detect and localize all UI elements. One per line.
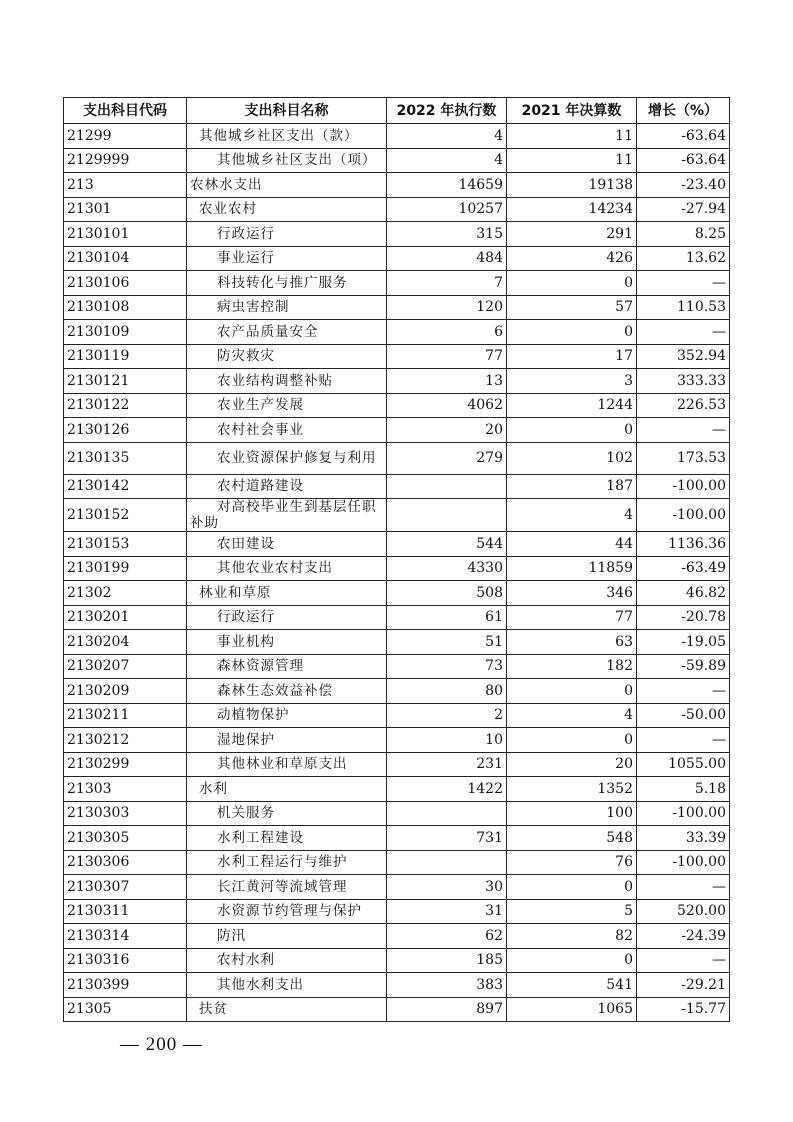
cell-name: 事业运行 xyxy=(187,246,387,271)
cell-2022: 10257 xyxy=(387,197,507,222)
header-2021: 2021 年决算数 xyxy=(507,98,637,124)
cell-2022: 120 xyxy=(387,295,507,320)
cell-code: 2130126 xyxy=(64,418,187,443)
cell-name: 事业机构 xyxy=(187,630,387,655)
cell-growth: 8.25 xyxy=(637,222,730,247)
cell-2022: 508 xyxy=(387,581,507,606)
table-row xyxy=(64,173,730,198)
table-row xyxy=(64,752,730,777)
table-row xyxy=(64,605,730,630)
cell-code: 2130299 xyxy=(64,752,187,777)
cell-name: 病虫害控制 xyxy=(187,295,387,320)
cell-name: 农业资源保护修复与利用 xyxy=(187,442,387,474)
cell-name: 农业结构调整补贴 xyxy=(187,369,387,394)
cell-growth: 110.53 xyxy=(637,295,730,320)
cell-2021: 11 xyxy=(507,124,637,149)
cell-growth: -19.05 xyxy=(637,630,730,655)
cell-name: 水利 xyxy=(187,777,387,802)
cell-2021: 5 xyxy=(507,899,637,924)
cell-name: 农田建设 xyxy=(187,532,387,557)
cell-2021: 187 xyxy=(507,474,637,499)
cell-code: 21302 xyxy=(64,581,187,606)
table-row xyxy=(64,532,730,557)
cell-code: 2130306 xyxy=(64,850,187,875)
cell-growth: 226.53 xyxy=(637,393,730,418)
cell-name: 其他城乡社区支出（项） xyxy=(187,148,387,173)
cell-2022 xyxy=(387,474,507,499)
cell-2022: 544 xyxy=(387,532,507,557)
cell-code: 2130121 xyxy=(64,369,187,394)
cell-2021: 346 xyxy=(507,581,637,606)
table-row xyxy=(64,703,730,728)
cell-growth: -100.00 xyxy=(637,499,730,532)
page-number: — 200 — xyxy=(120,1034,203,1055)
table-row xyxy=(64,899,730,924)
cell-growth: -63.64 xyxy=(637,124,730,149)
cell-growth: 333.33 xyxy=(637,369,730,394)
cell-name: 林业和草原 xyxy=(187,581,387,606)
table-row xyxy=(64,271,730,296)
table-row xyxy=(64,728,730,753)
cell-growth: — xyxy=(637,418,730,443)
cell-2021: 1244 xyxy=(507,393,637,418)
cell-2021: 291 xyxy=(507,222,637,247)
cell-2022: 77 xyxy=(387,344,507,369)
cell-growth: 13.62 xyxy=(637,246,730,271)
cell-2022 xyxy=(387,850,507,875)
cell-2021: 3 xyxy=(507,369,637,394)
cell-growth: -100.00 xyxy=(637,850,730,875)
table-row xyxy=(64,679,730,704)
cell-2021: 77 xyxy=(507,605,637,630)
cell-name: 其他水利支出 xyxy=(187,973,387,998)
table-row xyxy=(64,197,730,222)
cell-2022: 4 xyxy=(387,124,507,149)
cell-growth: 5.18 xyxy=(637,777,730,802)
cell-2021: 17 xyxy=(507,344,637,369)
cell-name: 水利工程建设 xyxy=(187,826,387,851)
cell-code: 213 xyxy=(64,173,187,198)
cell-growth: -63.49 xyxy=(637,556,730,581)
table-row xyxy=(64,369,730,394)
cell-name: 森林资源管理 xyxy=(187,654,387,679)
cell-code: 2130207 xyxy=(64,654,187,679)
cell-growth: -100.00 xyxy=(637,801,730,826)
cell-name: 长江黄河等流域管理 xyxy=(187,875,387,900)
cell-code: 2130109 xyxy=(64,320,187,345)
cell-growth: -29.21 xyxy=(637,973,730,998)
cell-name: 农村道路建设 xyxy=(187,474,387,499)
cell-name: 动植物保护 xyxy=(187,703,387,728)
cell-2022: 61 xyxy=(387,605,507,630)
cell-2021: 0 xyxy=(507,679,637,704)
cell-2021: 0 xyxy=(507,271,637,296)
cell-2021: 0 xyxy=(507,728,637,753)
cell-code: 2130314 xyxy=(64,924,187,949)
cell-2022 xyxy=(387,499,507,532)
cell-growth: 1055.00 xyxy=(637,752,730,777)
cell-growth: 173.53 xyxy=(637,442,730,474)
table-row xyxy=(64,393,730,418)
cell-name: 农村水利 xyxy=(187,948,387,973)
cell-code: 2130152 xyxy=(64,499,187,532)
cell-2021: 1352 xyxy=(507,777,637,802)
cell-2021: 44 xyxy=(507,532,637,557)
cell-growth: — xyxy=(637,875,730,900)
expenditure-table xyxy=(63,97,730,1022)
table-row xyxy=(64,777,730,802)
cell-2021: 102 xyxy=(507,442,637,474)
table-row xyxy=(64,654,730,679)
cell-name: 其他林业和草原支出 xyxy=(187,752,387,777)
table-row xyxy=(64,630,730,655)
cell-2022: 315 xyxy=(387,222,507,247)
cell-2021: 76 xyxy=(507,850,637,875)
cell-code: 2130108 xyxy=(64,295,187,320)
cell-name: 防灾救灾 xyxy=(187,344,387,369)
cell-name: 机关服务 xyxy=(187,801,387,826)
cell-name: 农业农村 xyxy=(187,197,387,222)
cell-code: 21299 xyxy=(64,124,187,149)
cell-2021: 82 xyxy=(507,924,637,949)
cell-code: 2130122 xyxy=(64,393,187,418)
table-row xyxy=(64,148,730,173)
cell-2022: 279 xyxy=(387,442,507,474)
cell-2021: 0 xyxy=(507,875,637,900)
cell-growth: -20.78 xyxy=(637,605,730,630)
cell-code: 2130142 xyxy=(64,474,187,499)
cell-code: 2130212 xyxy=(64,728,187,753)
header-name: 支出科目名称 xyxy=(187,98,387,124)
header-code: 支出科目代码 xyxy=(64,98,187,124)
cell-code: 2130307 xyxy=(64,875,187,900)
cell-2022 xyxy=(387,801,507,826)
cell-2022: 2 xyxy=(387,703,507,728)
cell-code: 21303 xyxy=(64,777,187,802)
table-row xyxy=(64,442,730,474)
cell-growth: -15.77 xyxy=(637,997,730,1022)
cell-2021: 0 xyxy=(507,948,637,973)
cell-growth: -24.39 xyxy=(637,924,730,949)
cell-code: 21301 xyxy=(64,197,187,222)
cell-name: 农产品质量安全 xyxy=(187,320,387,345)
table-row xyxy=(64,997,730,1022)
cell-code: 2130209 xyxy=(64,679,187,704)
cell-name: 行政运行 xyxy=(187,222,387,247)
cell-2022: 897 xyxy=(387,997,507,1022)
table-row xyxy=(64,418,730,443)
cell-2022: 62 xyxy=(387,924,507,949)
table-row xyxy=(64,826,730,851)
cell-code: 2130119 xyxy=(64,344,187,369)
table-row xyxy=(64,581,730,606)
cell-growth: -59.89 xyxy=(637,654,730,679)
cell-growth: — xyxy=(637,271,730,296)
cell-2022: 51 xyxy=(387,630,507,655)
cell-2022: 31 xyxy=(387,899,507,924)
cell-growth: — xyxy=(637,728,730,753)
table-row xyxy=(64,344,730,369)
table-row xyxy=(64,924,730,949)
cell-growth: -50.00 xyxy=(637,703,730,728)
table-header-row xyxy=(64,98,730,124)
cell-code: 2130106 xyxy=(64,271,187,296)
cell-2022: 383 xyxy=(387,973,507,998)
cell-name: 其他农业农村支出 xyxy=(187,556,387,581)
cell-2021: 548 xyxy=(507,826,637,851)
cell-name: 对高校毕业生到基层任职补助 xyxy=(187,499,387,532)
cell-code: 2130199 xyxy=(64,556,187,581)
header-growth: 增长（%） xyxy=(637,98,730,124)
cell-2021: 0 xyxy=(507,418,637,443)
table-row xyxy=(64,124,730,149)
cell-2021: 541 xyxy=(507,973,637,998)
cell-2022: 1422 xyxy=(387,777,507,802)
cell-name: 农业生产发展 xyxy=(187,393,387,418)
cell-2022: 30 xyxy=(387,875,507,900)
cell-2022: 4330 xyxy=(387,556,507,581)
cell-2021: 1065 xyxy=(507,997,637,1022)
cell-2022: 4 xyxy=(387,148,507,173)
cell-name: 行政运行 xyxy=(187,605,387,630)
cell-2022: 231 xyxy=(387,752,507,777)
cell-2022: 73 xyxy=(387,654,507,679)
cell-code: 2130153 xyxy=(64,532,187,557)
table-row xyxy=(64,973,730,998)
cell-code: 2130311 xyxy=(64,899,187,924)
cell-code: 2129999 xyxy=(64,148,187,173)
cell-2021: 19138 xyxy=(507,173,637,198)
cell-growth: — xyxy=(637,948,730,973)
cell-2021: 63 xyxy=(507,630,637,655)
cell-2022: 10 xyxy=(387,728,507,753)
table-row xyxy=(64,320,730,345)
cell-code: 2130204 xyxy=(64,630,187,655)
cell-name: 扶贫 xyxy=(187,997,387,1022)
cell-growth: 33.39 xyxy=(637,826,730,851)
cell-2021: 11 xyxy=(507,148,637,173)
cell-2022: 185 xyxy=(387,948,507,973)
cell-2022: 484 xyxy=(387,246,507,271)
cell-2022: 6 xyxy=(387,320,507,345)
cell-name: 水利工程运行与维护 xyxy=(187,850,387,875)
cell-growth: — xyxy=(637,320,730,345)
cell-growth: -27.94 xyxy=(637,197,730,222)
cell-growth: -23.40 xyxy=(637,173,730,198)
cell-2021: 0 xyxy=(507,320,637,345)
cell-name: 水资源节约管理与保护 xyxy=(187,899,387,924)
cell-2021: 14234 xyxy=(507,197,637,222)
cell-growth: 1136.36 xyxy=(637,532,730,557)
cell-code: 2130399 xyxy=(64,973,187,998)
header-2022: 2022 年执行数 xyxy=(387,98,507,124)
cell-code: 2130104 xyxy=(64,246,187,271)
cell-growth: 520.00 xyxy=(637,899,730,924)
cell-name: 农林水支出 xyxy=(187,173,387,198)
cell-code: 21305 xyxy=(64,997,187,1022)
table-row xyxy=(64,474,730,499)
cell-2022: 731 xyxy=(387,826,507,851)
cell-code: 2130135 xyxy=(64,442,187,474)
cell-name: 科技转化与推广服务 xyxy=(187,271,387,296)
cell-code: 2130101 xyxy=(64,222,187,247)
table-row xyxy=(64,499,730,532)
cell-2021: 57 xyxy=(507,295,637,320)
cell-name: 森林生态效益补偿 xyxy=(187,679,387,704)
cell-2021: 100 xyxy=(507,801,637,826)
cell-growth: -63.64 xyxy=(637,148,730,173)
cell-name: 湿地保护 xyxy=(187,728,387,753)
table-row xyxy=(64,246,730,271)
table-row xyxy=(64,295,730,320)
cell-2021: 182 xyxy=(507,654,637,679)
cell-code: 2130316 xyxy=(64,948,187,973)
cell-2021: 426 xyxy=(507,246,637,271)
table-row xyxy=(64,850,730,875)
cell-2021: 20 xyxy=(507,752,637,777)
cell-name: 防汛 xyxy=(187,924,387,949)
table-row xyxy=(64,556,730,581)
cell-code: 2130211 xyxy=(64,703,187,728)
cell-2022: 13 xyxy=(387,369,507,394)
cell-2021: 4 xyxy=(507,703,637,728)
table-row xyxy=(64,875,730,900)
cell-2022: 4062 xyxy=(387,393,507,418)
cell-code: 2130201 xyxy=(64,605,187,630)
cell-2022: 14659 xyxy=(387,173,507,198)
cell-name: 其他城乡社区支出（款） xyxy=(187,124,387,149)
cell-growth: — xyxy=(637,679,730,704)
table-row xyxy=(64,222,730,247)
cell-2022: 80 xyxy=(387,679,507,704)
cell-growth: -100.00 xyxy=(637,474,730,499)
cell-growth: 46.82 xyxy=(637,581,730,606)
cell-2022: 7 xyxy=(387,271,507,296)
cell-code: 2130305 xyxy=(64,826,187,851)
cell-2021: 4 xyxy=(507,499,637,532)
cell-2022: 20 xyxy=(387,418,507,443)
cell-name: 农村社会事业 xyxy=(187,418,387,443)
table-body xyxy=(64,124,730,1022)
table-row xyxy=(64,801,730,826)
cell-growth: 352.94 xyxy=(637,344,730,369)
table-row xyxy=(64,948,730,973)
cell-code: 2130303 xyxy=(64,801,187,826)
cell-2021: 11859 xyxy=(507,556,637,581)
